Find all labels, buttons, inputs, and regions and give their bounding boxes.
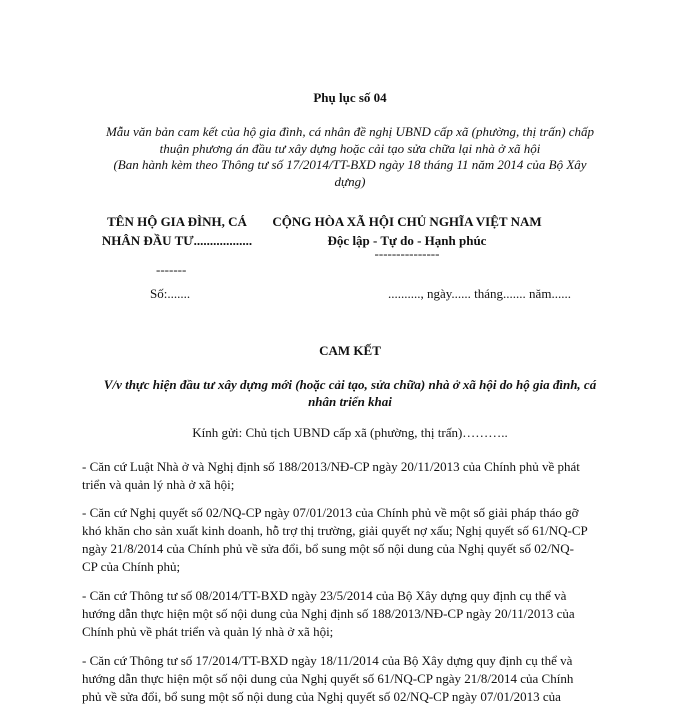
recipient-line: Kính gửi: Chủ tịch UBND cấp xã (phường, thị trấn)……….. xyxy=(192,425,508,440)
appendix-label: Phụ lục số 04 xyxy=(313,90,387,105)
paragraph-line: ngày 21/8/2014 của Chính phủ về sửa đổi, bổ sung một số nội dung của Nghị quyết số 02/NQ- xyxy=(82,541,574,556)
country-name: CỘNG HÒA XÃ HỘI CHỦ NGHĨA VIỆT NAM xyxy=(272,214,542,229)
household-name-line2: NHÂN ĐẦU TƯ.................. xyxy=(101,233,253,248)
document-title: CAM KẾT xyxy=(319,343,381,358)
topic-line: nhân triển khai xyxy=(308,394,392,409)
right-dashes: --------------- xyxy=(374,246,440,261)
paragraph-line: - Căn cứ Nghị quyết số 02/NQ-CP ngày 07/01/2013 của Chính phủ về một số giải pháp tháo gỡ xyxy=(82,505,579,520)
paragraph-line: CP của Chính phủ; xyxy=(82,559,181,574)
subtitle-line: thuận phương án đầu tư xây dựng hoặc cải tạo sửa chữa lại nhà ở xã hội xyxy=(159,140,541,156)
household-header xyxy=(82,212,272,250)
paragraph-line: hướng dẫn thực hiện một số nội dung của Nghị quyết số 61/NQ-CP ngày 21/8/2014 của Chính xyxy=(82,671,574,686)
date-line: .........., ngày...... tháng....... năm...... xyxy=(388,286,571,301)
paragraph-line: phủ về sửa đổi, bổ sung một số nội dung của Nghị quyết số 02/NQ-CP ngày 07/01/2013 của xyxy=(82,689,561,704)
national-header xyxy=(262,212,552,250)
subtitle-line: Mẫu văn bản cam kết của hộ gia đình, cá nhân đề nghị UBND cấp xã (phường, thị trấn) chấp xyxy=(105,124,595,139)
paragraph-line: khó khăn cho sản xuất kinh doanh, hỗ trợ thị trường, giải quyết nợ xấu; Nghị quyết số 61/NQ-CP xyxy=(82,523,588,538)
legal-basis-paragraph xyxy=(82,652,620,706)
legal-basis-paragraph xyxy=(82,504,620,576)
subtitle-line: dựng) xyxy=(334,173,366,189)
topic-block xyxy=(70,376,630,410)
paragraph-line: triển và quản lý nhà ở xã hội; xyxy=(82,477,235,492)
national-motto: Độc lập - Tự do - Hạnh phúc xyxy=(327,233,487,248)
topic-line: V/v thực hiện đầu tư xây dựng mới (hoặc cải tạo, sửa chữa) nhà ở xã hội do hộ gia đình, cá xyxy=(103,377,597,392)
paragraph-line: hướng dẫn thực hiện một số nội dung của Nghị định số 188/2013/NĐ-CP ngày 20/11/2013 của xyxy=(82,606,575,621)
paragraph-line: - Căn cứ Thông tư số 08/2014/TT-BXD ngày 23/5/2014 của Bộ Xây dựng quy định cụ thể và xyxy=(82,588,567,603)
legal-basis-paragraph xyxy=(82,587,620,641)
paragraph-line: - Căn cứ Thông tư số 17/2014/TT-BXD ngày 18/11/2014 của Bộ Xây dựng quy định cụ thể và xyxy=(82,653,573,668)
document-number: Số:....... xyxy=(150,286,191,301)
legal-basis-paragraph xyxy=(82,458,620,494)
subtitle-block xyxy=(60,124,640,190)
subtitle-line: (Ban hành kèm theo Thông tư số 17/2014/TT-BXD ngày 18 tháng 11 năm 2014 của Bộ Xây xyxy=(113,157,587,172)
household-name-line1: TÊN HỘ GIA ĐÌNH, CÁ xyxy=(107,214,247,229)
left-dashes: ------- xyxy=(156,262,187,277)
paragraph-line: - Căn cứ Luật Nhà ở và Nghị định số 188/2013/NĐ-CP ngày 20/11/2013 của Chính phủ về phát xyxy=(82,459,580,474)
paragraph-line: Chính phủ về phát triển và quản lý nhà ở xã hội; xyxy=(82,624,334,639)
